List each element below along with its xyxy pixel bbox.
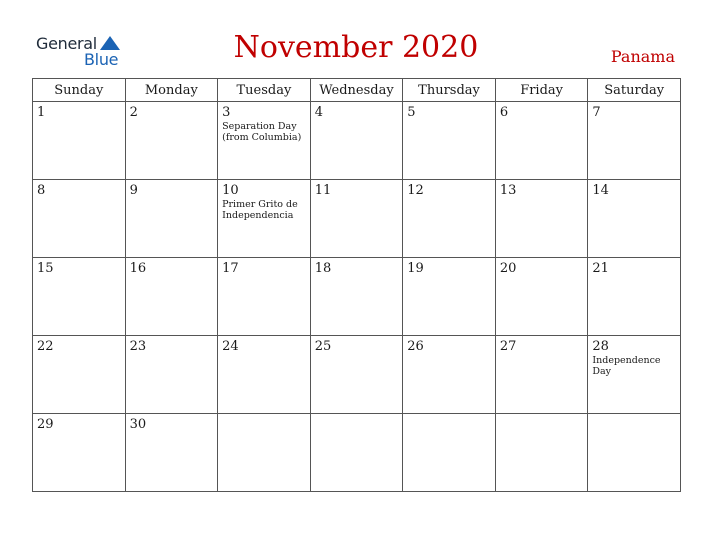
day-cell	[218, 336, 311, 414]
day-number: 30	[129, 417, 147, 432]
day-cell	[588, 336, 681, 414]
weekday-header-tuesday: Tuesday	[218, 79, 311, 102]
day-cell	[403, 258, 496, 336]
day-number: 21	[592, 261, 609, 276]
day-number: 6	[499, 105, 509, 120]
day-cell	[403, 102, 496, 180]
day-number: 20	[499, 261, 517, 276]
day-number: 24	[222, 339, 239, 354]
holiday-label: Primer Grito de Independencia	[222, 199, 298, 221]
day-cell	[33, 336, 126, 414]
day-cell	[310, 258, 403, 336]
weekday-header-row	[33, 79, 681, 102]
day-cell	[33, 414, 126, 492]
day-cell	[33, 180, 126, 258]
day-cell	[403, 414, 496, 492]
week-row	[33, 414, 681, 492]
holiday-label: Separation Day (from Columbia)	[222, 121, 302, 143]
day-number: 29	[37, 417, 54, 432]
day-number: 1	[37, 105, 46, 120]
country-label: Panama	[610, 47, 675, 66]
weekday-header-wednesday: Wednesday	[310, 79, 403, 102]
week-row	[33, 180, 681, 258]
day-number: 3	[222, 105, 231, 120]
logo-word-general: General	[36, 34, 97, 53]
week-row	[33, 336, 681, 414]
week-row	[33, 102, 681, 180]
day-cell	[495, 180, 588, 258]
day-cell	[125, 336, 218, 414]
day-cell	[495, 258, 588, 336]
weekday-header-monday: Monday	[125, 79, 218, 102]
day-cell	[125, 258, 218, 336]
day-cell	[310, 180, 403, 258]
day-number: 16	[129, 261, 147, 276]
day-cell	[403, 336, 496, 414]
day-number: 26	[407, 339, 424, 354]
day-number: 12	[407, 183, 424, 198]
day-number: 18	[314, 261, 332, 276]
day-number: 22	[37, 339, 54, 354]
day-number: 4	[314, 105, 323, 120]
day-number: 2	[129, 105, 138, 120]
day-number: 8	[37, 183, 46, 198]
day-cell	[33, 102, 126, 180]
day-cell	[310, 102, 403, 180]
day-number: 15	[37, 261, 54, 276]
day-cell	[495, 102, 588, 180]
page-title: November 2020	[233, 30, 479, 65]
day-cell	[125, 180, 218, 258]
weekday-header-saturday: Saturday	[588, 79, 681, 102]
day-number: 23	[129, 339, 147, 354]
day-number: 28	[592, 339, 609, 354]
calendar-grid	[32, 78, 681, 492]
day-number: 10	[222, 183, 239, 198]
day-cell	[588, 258, 681, 336]
day-cell	[33, 258, 126, 336]
day-cell	[588, 102, 681, 180]
day-cell	[588, 180, 681, 258]
day-cell	[495, 414, 588, 492]
day-number: 5	[407, 105, 416, 120]
day-cell	[588, 414, 681, 492]
day-number: 11	[314, 183, 332, 198]
day-cell	[218, 258, 311, 336]
weekday-header-thursday: Thursday	[403, 79, 496, 102]
weekday-header-sunday: Sunday	[33, 79, 126, 102]
day-cell	[125, 414, 218, 492]
day-number: 25	[314, 339, 332, 354]
day-number: 14	[592, 183, 609, 198]
day-number: 19	[407, 261, 424, 276]
day-cell	[495, 336, 588, 414]
day-number: 7	[592, 105, 601, 120]
week-row	[33, 258, 681, 336]
day-cell	[310, 336, 403, 414]
day-number: 27	[499, 339, 517, 354]
weekday-header-friday: Friday	[495, 79, 588, 102]
day-cell	[218, 414, 311, 492]
day-cell	[310, 414, 403, 492]
day-number: 17	[222, 261, 239, 276]
day-number: 13	[499, 183, 517, 198]
day-number: 9	[129, 183, 138, 198]
holiday-label: Independence Day	[592, 355, 661, 377]
day-cell	[218, 102, 311, 180]
day-cell	[218, 180, 311, 258]
logo-word-blue: Blue	[84, 50, 119, 69]
day-cell	[125, 102, 218, 180]
day-cell	[403, 180, 496, 258]
